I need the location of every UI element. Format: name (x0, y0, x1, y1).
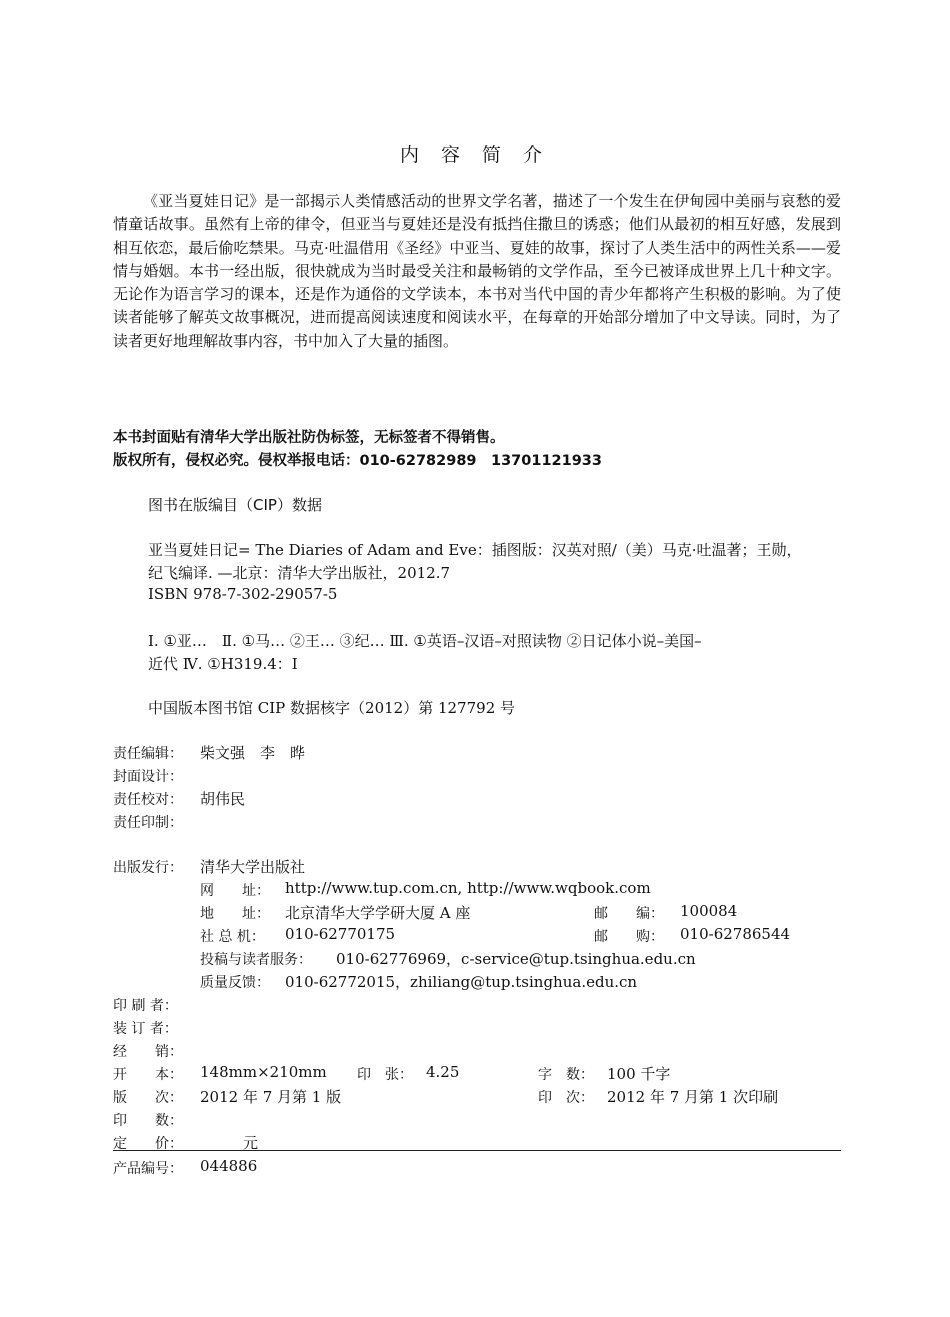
word-count-value: 100 千字 (607, 1065, 671, 1083)
cip-classification-line2: 近代 Ⅳ. ①H319.4：Ⅰ (148, 655, 298, 673)
quality-feedback-label: 质量反馈： (200, 975, 270, 991)
cip-isbn: ISBN 978-7-302-29057-5 (148, 585, 338, 603)
cip-classification-line1: Ⅰ. ①亚… Ⅱ. ①马… ②王… ③纪… Ⅲ. ①英语–汉语–对照读物 ②日记体小说–美国– (148, 632, 702, 650)
cip-heading: 图书在版编目（CIP）数据 (148, 496, 322, 514)
product-code-label: 产品编号： (113, 1161, 183, 1177)
quality-feedback-value: 010-62772015，zhiliang@tup.tsinghua.edu.cn (285, 973, 638, 991)
print-supervisor-label: 责任印制： (113, 815, 183, 831)
switchboard-value: 010-62770175 (285, 925, 396, 943)
impression-value: 2012 年 7 月第 1 次印刷 (607, 1088, 779, 1106)
mail-order-label: 邮 购： (594, 929, 664, 945)
page-title: 内 容 简 介 (399, 144, 551, 166)
divider-line (113, 1150, 841, 1151)
proofreader-label: 责任校对： (113, 792, 183, 808)
website-label: 网 址： (200, 883, 270, 899)
editor-label: 责任编辑： (113, 746, 183, 762)
sheets-label: 印 张： (357, 1067, 413, 1083)
cip-publication-line: 纪飞编译. —北京：清华大学出版社，2012.7 (148, 564, 451, 582)
proofreader-value: 胡伟民 (200, 790, 246, 808)
cip-record-number: 中国版本图书馆 CIP 数据核字（2012）第 127792 号 (148, 699, 516, 717)
mail-order-value: 010-62786544 (680, 925, 791, 943)
impression-label: 印 次： (538, 1090, 594, 1106)
reader-service-value: 010-62776969，c-service@tup.tsinghua.edu.cn (336, 950, 696, 968)
product-code-value: 044886 (200, 1157, 258, 1175)
price-label: 定 价： (113, 1136, 183, 1152)
word-count-label: 字 数： (538, 1067, 594, 1083)
publisher-label: 出版发行： (113, 860, 183, 876)
address-value: 北京清华大学学研大厦 A 座 (285, 904, 471, 922)
cip-title-line: 亚当夏娃日记= The Diaries of Adam and Eve：插图版：汉英对照/（美）马克·吐温著；王勋， (148, 541, 802, 559)
price-value: 元 (243, 1134, 259, 1152)
anti-counterfeit-notice: 本书封面贴有清华大学出版社防伪标签，无标签者不得销售。 (113, 430, 505, 446)
cover-design-label: 封面设计： (113, 769, 183, 785)
format-label: 开 本： (113, 1067, 183, 1083)
reader-service-label: 投稿与读者服务： (200, 952, 312, 968)
sheets-value: 4.25 (426, 1063, 460, 1081)
editor-value: 柴文强 李 晔 (200, 744, 306, 762)
zip-value: 100084 (680, 902, 738, 920)
synopsis (113, 190, 841, 353)
distributor-label: 经 销： (113, 1044, 183, 1060)
copyright-notice: 版权所有，侵权必究。侵权举报电话：010-62782989 13701121933 (113, 453, 602, 469)
zip-label: 邮 编： (594, 906, 664, 922)
format-value: 148mm×210mm (200, 1063, 327, 1081)
synopsis-paragraph: 《亚当夏娃日记》是一部揭示人类情感活动的世界文学名著，描述了一个发生在伊甸园中美丽与哀愁的爱情童话故事。虽然有上帝的律令，但亚当与夏娃还是没有抵挡住撒旦的诱惑；他们从最初的相互好感，发展到相互依恋，最后偷吃禁果。马克·吐温借用《圣经》中亚当、夏娃的故事，探讨了人类生活中的两性关系——爱情与婚姻。本书一经出版，很快就成为当时最受关注和最畅销的文学作品，至今已被译成世界上几十种文字。无论作为语言学习的课本，还是作为通俗的文学读本，本书对当代中国的青少年都将产生积极的影响。为了使读者能够了解英文故事概况，进而提高阅读速度和阅读水平，在每章的开始部分增加了中文导读。同时，为了读者更好地理解故事内容，书中加入了大量的插图。 (113, 192, 841, 350)
edition-label: 版 次： (113, 1090, 183, 1106)
print-run-label: 印 数： (113, 1113, 183, 1129)
printer-label: 印 刷 者： (113, 998, 178, 1014)
edition-value: 2012 年 7 月第 1 版 (200, 1088, 342, 1106)
address-label: 地 址： (200, 906, 270, 922)
binder-label: 装 订 者： (113, 1021, 178, 1037)
website-value: http://www.tup.com.cn, http://www.wqbook.com (285, 879, 651, 897)
publisher-name: 清华大学出版社 (200, 858, 306, 876)
switchboard-label: 社 总 机： (200, 929, 265, 945)
